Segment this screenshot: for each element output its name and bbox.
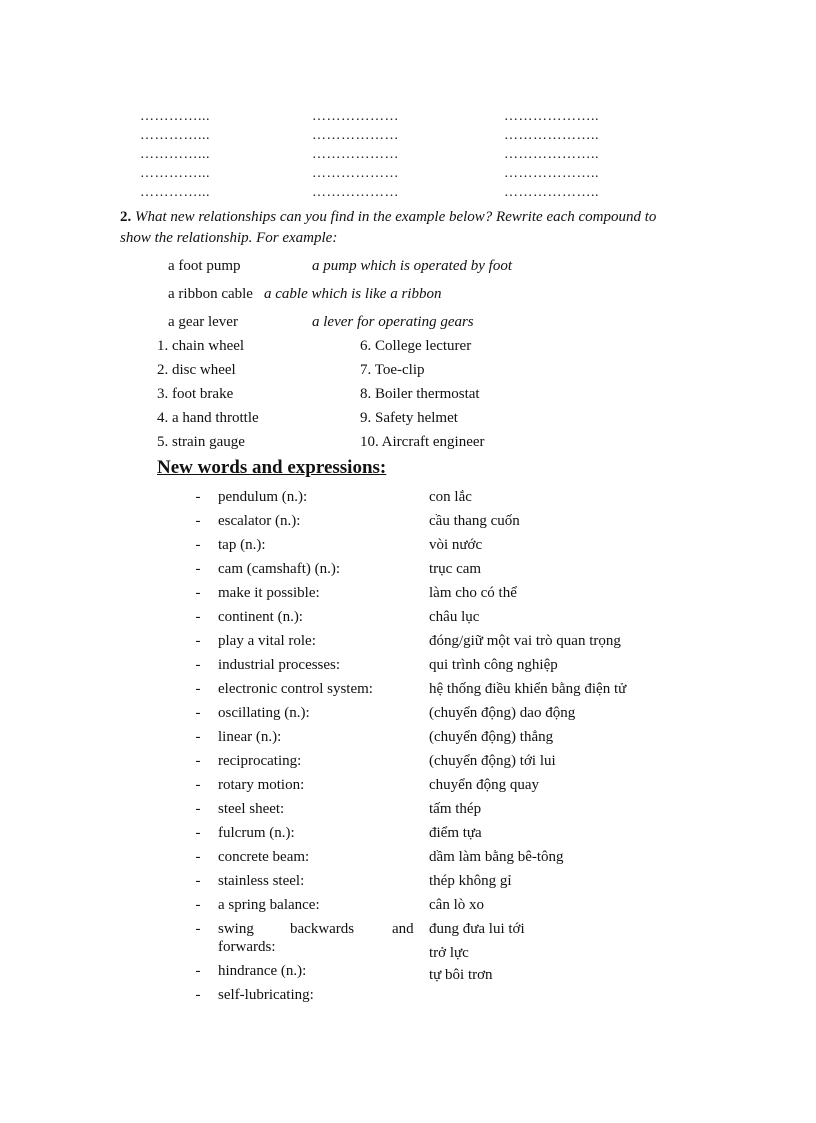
list-dash: - xyxy=(195,825,201,841)
vocab-translation: (chuyển động) tới lui xyxy=(429,753,556,769)
blank: ……………….. xyxy=(504,147,599,162)
blank: …………... xyxy=(140,185,210,200)
blank: ……………….. xyxy=(504,185,599,200)
example-term: a foot pump xyxy=(168,258,241,274)
vocab-term: escalator (n.): xyxy=(218,513,301,529)
exercise-item: 5. strain gauge xyxy=(157,434,245,450)
vocab-translation: cân lò xo xyxy=(429,897,484,913)
vocab-term: pendulum (n.): xyxy=(218,489,308,505)
vocab-translation: dầm làm bằng bê-tông xyxy=(429,849,564,865)
vocab-term-word: and xyxy=(392,921,414,937)
list-dash: - xyxy=(195,657,201,673)
list-dash: - xyxy=(195,537,201,553)
list-dash: - xyxy=(195,987,201,1003)
vocab-term: rotary motion: xyxy=(218,777,305,793)
exercise-item: 7. Toe-clip xyxy=(360,362,425,378)
question-line-1 xyxy=(120,209,656,226)
blank: ……………… xyxy=(312,185,399,200)
blank: ……………… xyxy=(312,166,399,181)
vocab-term: linear (n.): xyxy=(218,729,282,745)
exercise-item: 4. a hand throttle xyxy=(157,410,259,426)
vocab-term: concrete beam: xyxy=(218,849,310,865)
vocab-translation: trục cam xyxy=(429,561,482,577)
vocab-term: steel sheet: xyxy=(218,801,285,817)
vocab-term: make it possible: xyxy=(218,585,320,601)
vocab-translation: trở lực xyxy=(429,945,469,961)
blank: ……………… xyxy=(312,147,399,162)
vocab-term: reciprocating: xyxy=(218,753,302,769)
vocab-term: tap (n.): xyxy=(218,537,266,553)
exercise-item: 9. Safety helmet xyxy=(360,410,458,426)
list-dash: - xyxy=(195,873,201,889)
vocab-translation: vòi nước xyxy=(429,537,483,553)
vocab-translation: làm cho có thể xyxy=(429,585,517,601)
blank: ……………… xyxy=(312,109,399,124)
vocab-translation: tự bôi trơn xyxy=(429,967,493,983)
vocab-translation: (chuyển động) thẳng xyxy=(429,729,554,745)
vocab-term: self-lubricating: xyxy=(218,987,314,1003)
exercise-item: 3. foot brake xyxy=(157,386,234,402)
list-dash: - xyxy=(195,705,201,721)
vocab-term: fulcrum (n.): xyxy=(218,825,295,841)
vocab-translation: chuyển động quay xyxy=(429,777,539,793)
vocab-translation: châu lục xyxy=(429,609,480,625)
vocab-term: a spring balance: xyxy=(218,897,320,913)
vocab-term-word: forwards: xyxy=(218,939,276,955)
vocab-term: oscillating (n.): xyxy=(218,705,310,721)
section-heading: New words and expressions: xyxy=(157,457,387,478)
list-dash: - xyxy=(195,753,201,769)
example-term: a gear lever xyxy=(168,314,238,330)
vocab-translation: hệ thống điều khiển bằng điện tử xyxy=(429,681,627,697)
list-dash: - xyxy=(195,801,201,817)
vocab-term: electronic control system: xyxy=(218,681,373,697)
list-dash: - xyxy=(195,609,201,625)
list-dash: - xyxy=(195,921,201,937)
blank: ……………….. xyxy=(504,128,599,143)
vocab-term-word: swing xyxy=(218,921,254,937)
list-dash: - xyxy=(195,729,201,745)
exercise-item: 6. College lecturer xyxy=(360,338,472,354)
blank: ……………… xyxy=(312,128,399,143)
vocab-term: play a vital role: xyxy=(218,633,316,649)
blank: ……………….. xyxy=(504,166,599,181)
blank: ……………….. xyxy=(504,109,599,124)
list-dash: - xyxy=(195,585,201,601)
vocab-translation: điểm tựa xyxy=(429,825,482,841)
vocab-term: hindrance (n.): xyxy=(218,963,307,979)
example-meaning: a pump which is operated by foot xyxy=(312,258,512,274)
exercise-item: 1. chain wheel xyxy=(157,338,245,354)
vocab-translation: cầu thang cuốn xyxy=(429,513,520,529)
list-dash: - xyxy=(195,897,201,913)
list-dash: - xyxy=(195,963,201,979)
list-dash: - xyxy=(195,849,201,865)
vocab-translation: con lắc xyxy=(429,489,472,505)
blank: …………... xyxy=(140,128,210,143)
vocab-translation: đung đưa lui tới xyxy=(429,921,525,937)
list-dash: - xyxy=(195,681,201,697)
vocab-translation: đóng/giữ một vai trò quan trọng xyxy=(429,633,621,649)
exercise-item: 8. Boiler thermostat xyxy=(360,386,480,402)
question-line-2: show the relationship. For example: xyxy=(120,230,338,246)
example-meaning: a cable which is like a ribbon xyxy=(264,286,442,302)
exercise-item: 2. disc wheel xyxy=(157,362,236,378)
vocab-translation: qui trình công nghiệp xyxy=(429,657,558,673)
vocab-term-word: backwards xyxy=(290,921,355,937)
list-dash: - xyxy=(195,561,201,577)
vocab-translation: (chuyển động) dao động xyxy=(429,705,576,721)
blank: …………... xyxy=(140,166,210,181)
vocab-translation: thép không gỉ xyxy=(429,873,512,889)
list-dash: - xyxy=(195,489,201,505)
question-number: 2. xyxy=(120,209,132,225)
question-text: What new relationships can you find in the example below? Rewrite each compound to xyxy=(135,209,657,225)
example-term: a ribbon cable xyxy=(168,286,253,302)
blank: …………... xyxy=(140,109,210,124)
vocab-term: industrial processes: xyxy=(218,657,341,673)
example-meaning: a lever for operating gears xyxy=(312,314,474,330)
list-dash: - xyxy=(195,633,201,649)
blank: …………... xyxy=(140,147,210,162)
vocab-term: continent (n.): xyxy=(218,609,303,625)
list-dash: - xyxy=(195,513,201,529)
list-dash: - xyxy=(195,777,201,793)
vocab-translation: tấm thép xyxy=(429,801,482,817)
vocab-term: cam (camshaft) (n.): xyxy=(218,561,341,577)
vocab-term: stainless steel: xyxy=(218,873,305,889)
exercise-item: 10. Aircraft engineer xyxy=(360,434,485,450)
